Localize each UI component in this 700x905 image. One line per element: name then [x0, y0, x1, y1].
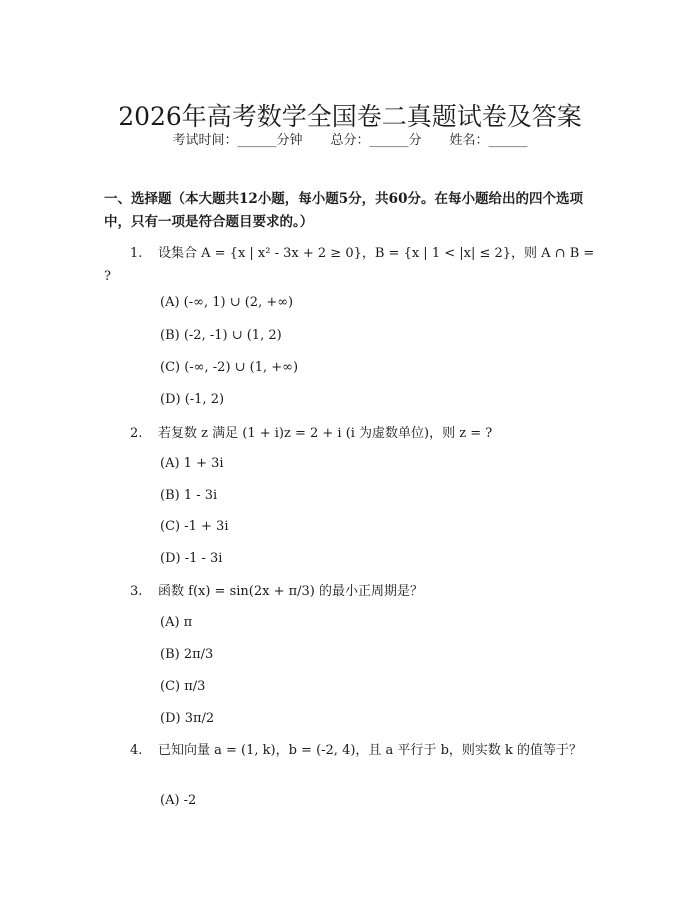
question-2-option-d: (D) -1 - 3i	[160, 551, 223, 566]
question-2-option-c: (C) -1 + 3i	[160, 519, 229, 534]
question-1-option-d: (D) (-1, 2)	[160, 392, 225, 407]
question-number: 1.	[130, 246, 143, 261]
question-3	[104, 580, 600, 603]
question-3-option-c: (C) π/3	[160, 679, 206, 694]
exam-info	[0, 131, 700, 151]
exam-name-field: 姓名：______	[449, 133, 528, 148]
question-number: 2.	[130, 426, 143, 441]
exam-score-field: 总分：______分	[330, 133, 422, 148]
question-number: 3.	[130, 584, 143, 599]
section-header: 一、选择题（本大题共12小题，每小题5分，共60分。在每小题给出的四个选项中，只有一项是符合题目要求的。）	[104, 191, 583, 230]
question-1-option-b: (B) (-2, -1) ∪ (1, 2)	[160, 328, 282, 343]
page-title: 2026年高考数学全国卷二真题试卷及答案	[118, 101, 582, 131]
question-stem: 设集合 A = {x | x² - 3x + 2 ≥ 0}，B = {x | 1 < |x| ≤ 2}，则 A ∩ B = ?	[104, 246, 595, 284]
question-1	[104, 242, 600, 288]
exam-time-field: 考试时间：______分钟	[172, 133, 303, 148]
question-1-option-c: (C) (-∞, -2) ∪ (1, +∞)	[160, 360, 299, 375]
question-3-option-a: (A) π	[160, 615, 193, 630]
question-1-option-a: (A) (-∞, 1) ∪ (2, +∞)	[160, 295, 294, 310]
question-3-option-b: (B) 2π/3	[160, 647, 214, 662]
question-stem: 已知向量 a = (1, k)，b = (-2, 4)，且 a 平行于 b，则实数 k 的值等于？	[158, 743, 583, 758]
question-stem: 若复数 z 满足 (1 + i)z = 2 + i (i 为虚数单位)，则 z = ?	[158, 426, 493, 441]
question-4	[104, 739, 600, 762]
question-number: 4.	[130, 743, 143, 758]
question-2	[104, 422, 600, 445]
question-2-option-a: (A) 1 + 3i	[160, 456, 224, 471]
question-2-option-b: (B) 1 - 3i	[160, 488, 218, 503]
question-stem: 函数 f(x) = sin(2x + π/3) 的最小正周期是？	[158, 584, 424, 599]
question-4-option-a: (A) -2	[160, 793, 197, 808]
question-3-option-d: (D) 3π/2	[160, 711, 215, 726]
